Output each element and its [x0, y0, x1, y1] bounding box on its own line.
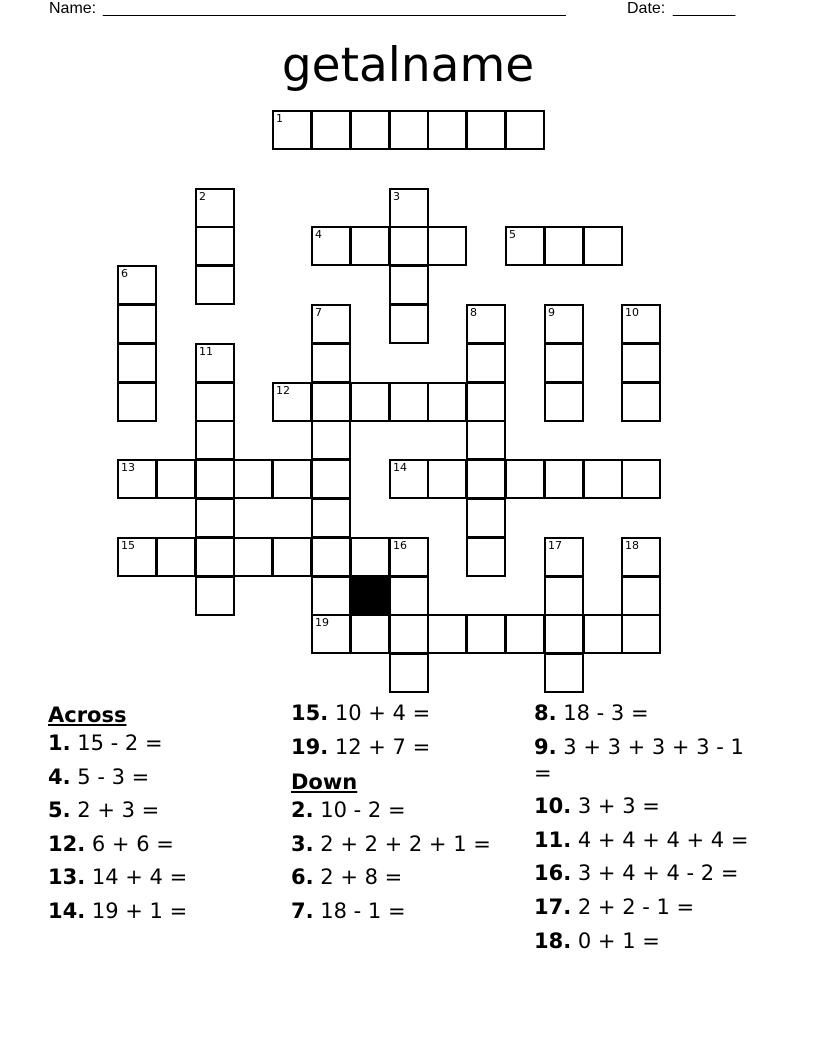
crossword-cell[interactable]	[427, 226, 467, 266]
clue-down-11	[534, 827, 749, 853]
across-heading: Across	[48, 703, 127, 727]
crossword-cell[interactable]	[621, 304, 661, 344]
cell-number: 8	[470, 306, 477, 319]
crossword-cell[interactable]	[544, 304, 584, 344]
crossword-cell[interactable]	[117, 537, 157, 577]
clue-text: 2 + 2 + 2 + 1 =	[320, 831, 491, 856]
cell-number: 3	[393, 190, 400, 203]
crossword-cell[interactable]	[117, 265, 157, 305]
cell-number: 11	[199, 345, 213, 358]
crossword-cell[interactable]	[544, 537, 584, 577]
crossword-cell[interactable]	[427, 382, 467, 422]
crossword-cell[interactable]	[466, 537, 506, 577]
cell-number: 10	[625, 306, 639, 319]
clue-number: 13.	[48, 865, 86, 890]
cell-number: 15	[121, 539, 135, 552]
crossword-cell[interactable]	[544, 226, 584, 266]
crossword-cell[interactable]	[311, 110, 351, 150]
crossword-cell[interactable]	[466, 110, 506, 150]
crossword-cell[interactable]	[117, 382, 157, 422]
crossword-cell[interactable]	[505, 614, 545, 654]
clue-text: 18 - 3 =	[563, 701, 649, 725]
clue-down-7	[291, 898, 531, 924]
crossword-cell[interactable]	[311, 498, 351, 538]
clue-number: 5.	[48, 798, 71, 823]
clue-number: 14.	[48, 898, 86, 923]
clue-text: 6 + 6 =	[91, 831, 174, 856]
cell-number: 18	[625, 539, 639, 552]
clue-number: 18.	[534, 928, 572, 953]
clue-text: 3 + 4 + 4 - 2 =	[577, 861, 739, 886]
crossword-cell[interactable]	[272, 382, 312, 422]
crossword-cell[interactable]	[117, 343, 157, 383]
clue-text: 4 + 4 + 4 + 4 =	[577, 827, 749, 852]
crossword-cell[interactable]	[466, 498, 506, 538]
crossword-cell[interactable]	[311, 537, 351, 577]
clue-down-17	[534, 894, 749, 920]
clues-column-3	[534, 700, 749, 961]
cell-number: 9	[548, 306, 555, 319]
crossword-cell[interactable]	[621, 576, 661, 616]
clue-text: 10 + 4 =	[334, 701, 431, 725]
clue-number: 7.	[291, 898, 314, 923]
clue-number: 6.	[291, 865, 314, 890]
crossword-cell[interactable]	[466, 382, 506, 422]
crossword-cell[interactable]	[195, 498, 235, 538]
crossword-cell[interactable]	[389, 304, 429, 344]
crossword-cell[interactable]	[311, 576, 351, 616]
crossword-cell[interactable]	[466, 343, 506, 383]
clue-text: 2 + 8 =	[320, 865, 403, 890]
cell-number: 17	[548, 539, 562, 552]
crossword-cell[interactable]	[583, 459, 623, 499]
crossword-cell[interactable]	[466, 420, 506, 460]
crossword-cell[interactable]	[117, 304, 157, 344]
name-label: Name:	[49, 0, 97, 17]
clue-down-16	[534, 860, 749, 886]
clue-text: 3 + 3 + 3 + 3 - 1 =	[534, 734, 744, 785]
crossword-cell[interactable]	[195, 382, 235, 422]
clue-text: 15 - 2 =	[77, 731, 163, 755]
crossword-cell[interactable]	[311, 614, 351, 654]
crossword-cell[interactable]	[195, 537, 235, 577]
clue-number: 10.	[534, 794, 572, 819]
clue-text: 10 - 2 =	[320, 798, 406, 823]
clue-down-6	[291, 864, 531, 890]
clue-text: 5 - 3 =	[77, 764, 150, 789]
crossword-cell[interactable]	[621, 382, 661, 422]
clue-text: 19 + 1 =	[91, 898, 188, 923]
clue-number: 11.	[534, 827, 572, 852]
crossword-cell[interactable]	[117, 459, 157, 499]
crossword-cell[interactable]	[350, 382, 390, 422]
clue-number: 15.	[291, 701, 329, 725]
crossword-cell[interactable]	[311, 304, 351, 344]
crossword-cell[interactable]	[195, 265, 235, 305]
crossword-cell[interactable]	[195, 459, 235, 499]
clues-column-2	[291, 700, 531, 932]
cell-number: 19	[315, 616, 329, 629]
clue-down-2	[291, 797, 531, 823]
crossword-cell[interactable]	[272, 110, 312, 150]
crossword-cell[interactable]	[389, 110, 429, 150]
date-label: Date:	[627, 0, 666, 17]
crossword-cell[interactable]	[195, 226, 235, 266]
clue-number: 12.	[48, 831, 86, 856]
crossword-cell[interactable]	[505, 110, 545, 150]
cell-number: 13	[121, 461, 135, 474]
crossword-cell[interactable]	[544, 382, 584, 422]
cell-number: 5	[509, 228, 516, 241]
crossword-cell[interactable]	[311, 382, 351, 422]
crossword-cell[interactable]	[195, 420, 235, 460]
clue-number: 19.	[291, 734, 329, 759]
crossword-cell[interactable]	[233, 537, 273, 577]
crossword-cell[interactable]	[389, 188, 429, 228]
clue-across-19	[291, 734, 531, 760]
crossword-cell[interactable]	[544, 653, 584, 693]
clue-text: 12 + 7 =	[334, 734, 431, 759]
crossword-cell[interactable]	[621, 343, 661, 383]
crossword-cell[interactable]	[311, 343, 351, 383]
clue-down-10	[534, 793, 749, 819]
clue-text: 18 - 1 =	[320, 898, 406, 923]
crossword-cell[interactable]	[389, 576, 429, 616]
crossword-cell[interactable]	[389, 614, 429, 654]
clue-across-1	[48, 730, 288, 756]
crossword-cell[interactable]	[621, 614, 661, 654]
clue-number: 3.	[291, 831, 314, 856]
crossword-cell[interactable]	[272, 537, 312, 577]
cell-number: 1	[276, 112, 283, 125]
clues-column-1	[48, 700, 288, 932]
crossword-cell[interactable]	[389, 653, 429, 693]
crossword-cell[interactable]	[350, 537, 390, 577]
crossword-cell[interactable]	[389, 382, 429, 422]
name-blank[interactable]: ____________________________________________________	[103, 0, 566, 17]
clue-text: 3 + 3 =	[577, 794, 660, 819]
crossword-cell[interactable]	[544, 459, 584, 499]
crossword-cell[interactable]	[466, 614, 506, 654]
crossword-cell[interactable]	[195, 188, 235, 228]
down-heading: Down	[291, 770, 358, 795]
crossword-cell[interactable]	[156, 537, 196, 577]
crossword-cell[interactable]	[544, 576, 584, 616]
clue-across-12	[48, 831, 288, 857]
clue-text: 2 + 2 - 1 =	[577, 894, 695, 919]
crossword-cell[interactable]	[544, 343, 584, 383]
page-title: getalname	[281, 38, 535, 93]
clue-down-8	[534, 700, 749, 726]
clue-number: 4.	[48, 764, 71, 789]
crossword-cell[interactable]	[389, 226, 429, 266]
cell-number: 2	[199, 190, 206, 203]
clue-number: 8.	[534, 701, 557, 725]
crossword-cell[interactable]	[311, 459, 351, 499]
cell-number: 6	[121, 267, 128, 280]
crossword-cell[interactable]	[350, 614, 390, 654]
clue-across-13	[48, 864, 288, 890]
date-blank[interactable]: _______	[673, 0, 736, 17]
clue-number: 16.	[534, 861, 572, 886]
crossword-cell[interactable]	[195, 343, 235, 383]
crossword-cell[interactable]	[233, 459, 273, 499]
clue-text: 2 + 3 =	[77, 798, 160, 823]
clue-text: 14 + 4 =	[91, 865, 188, 890]
clue-number: 1.	[48, 731, 71, 755]
crossword-cell[interactable]	[311, 420, 351, 460]
crossword-cell[interactable]	[195, 576, 235, 616]
crossword-cell[interactable]	[505, 226, 545, 266]
crossword-cell[interactable]	[389, 459, 429, 499]
black-square	[350, 576, 390, 616]
clue-number: 9.	[534, 734, 557, 759]
crossword-cell[interactable]	[389, 537, 429, 577]
clue-down-18	[534, 928, 749, 954]
crossword-cell[interactable]	[466, 459, 506, 499]
cell-number: 7	[315, 306, 322, 319]
cell-number: 14	[393, 461, 407, 474]
crossword-cell[interactable]	[583, 226, 623, 266]
clue-across-15	[291, 700, 531, 726]
clue-number: 17.	[534, 894, 572, 919]
crossword-cell[interactable]	[350, 226, 390, 266]
crossword-cell[interactable]	[427, 110, 467, 150]
clue-down-9	[534, 734, 749, 786]
crossword-cell[interactable]	[466, 304, 506, 344]
cell-number: 16	[393, 539, 407, 552]
clue-text: 0 + 1 =	[577, 928, 660, 953]
crossword-cell[interactable]	[621, 537, 661, 577]
crossword-cell[interactable]	[583, 614, 623, 654]
crossword-cell[interactable]	[311, 226, 351, 266]
crossword-cell[interactable]	[427, 614, 467, 654]
crossword-cell[interactable]	[621, 459, 661, 499]
crossword-cell[interactable]	[427, 459, 467, 499]
clue-across-4	[48, 764, 288, 790]
crossword-cell[interactable]	[156, 459, 196, 499]
crossword-cell[interactable]	[350, 110, 390, 150]
crossword-cell[interactable]	[389, 265, 429, 305]
clue-down-3	[291, 831, 531, 857]
crossword-cell[interactable]	[272, 459, 312, 499]
crossword-cell[interactable]	[505, 459, 545, 499]
clue-number: 2.	[291, 798, 314, 823]
clue-across-5	[48, 797, 288, 823]
crossword-cell[interactable]	[544, 614, 584, 654]
clue-across-14	[48, 898, 288, 924]
cell-number: 12	[276, 384, 290, 397]
cell-number: 4	[315, 228, 322, 241]
